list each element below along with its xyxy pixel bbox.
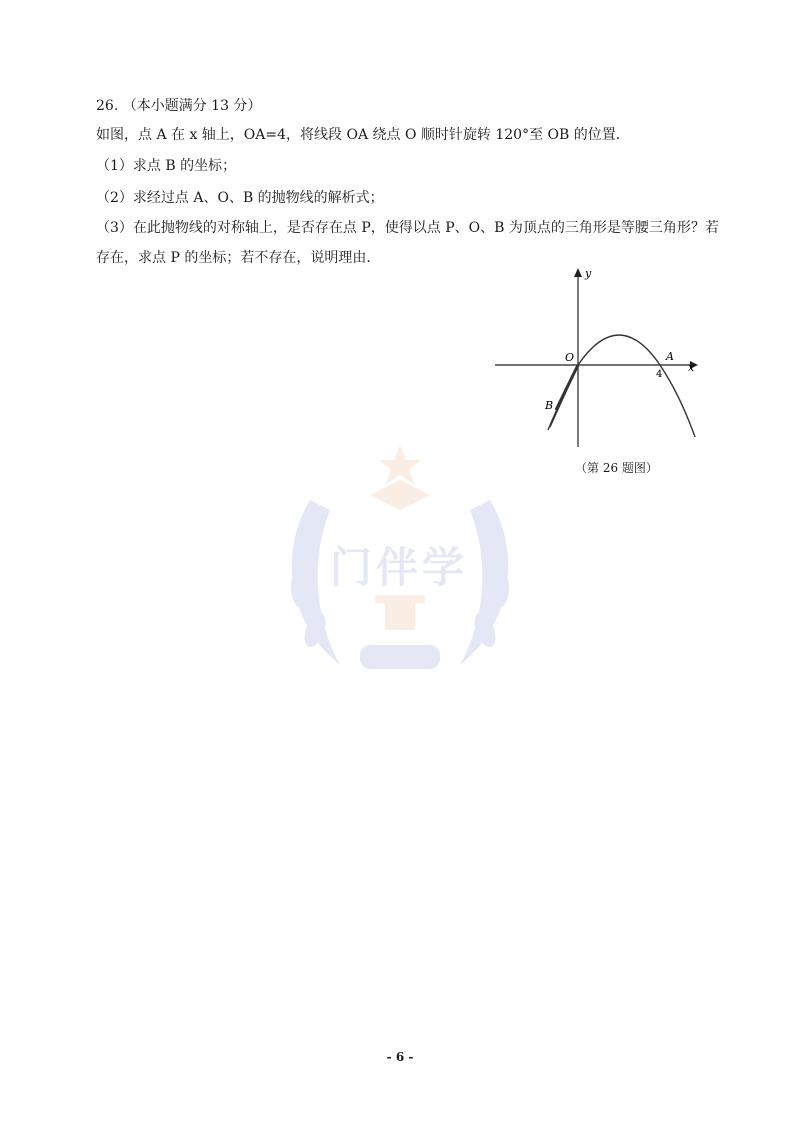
figure-caption: （第 26 题图） <box>575 461 658 475</box>
question-header: 26. （本小题满分 13 分） <box>96 98 262 114</box>
label-4: 4 <box>656 369 663 380</box>
parabola-figure <box>490 265 710 450</box>
question-part-2: （2）求经过点 A、O、B 的抛物线的解析式； <box>96 190 384 206</box>
label-a: A <box>666 350 674 363</box>
y-axis-arrow <box>574 268 582 277</box>
label-x: x <box>688 361 695 374</box>
question-part-3-line-1: （3）在此抛物线的对称轴上，是否存在点 P，使得以点 P、O、B 为顶点的三角形是等腰三角形？若 <box>96 220 719 236</box>
question-part-1: （1）求点 B 的坐标； <box>96 158 237 174</box>
watermark-text: 门伴学 <box>330 543 469 592</box>
page-number: - 6 - <box>386 1050 414 1064</box>
label-b: B <box>545 399 554 412</box>
label-o: O <box>565 351 575 364</box>
segment-ob <box>556 365 578 410</box>
question-part-3-line-2: 存在，求点 P 的坐标；若不存在，说明理由． <box>96 250 381 266</box>
question-stem: 如图，点 A 在 x 轴上，OA=4，将线段 OA 绕点 O 顺时针旋转 120°至 OB 的位置． <box>96 127 630 143</box>
label-y: y <box>585 267 592 280</box>
